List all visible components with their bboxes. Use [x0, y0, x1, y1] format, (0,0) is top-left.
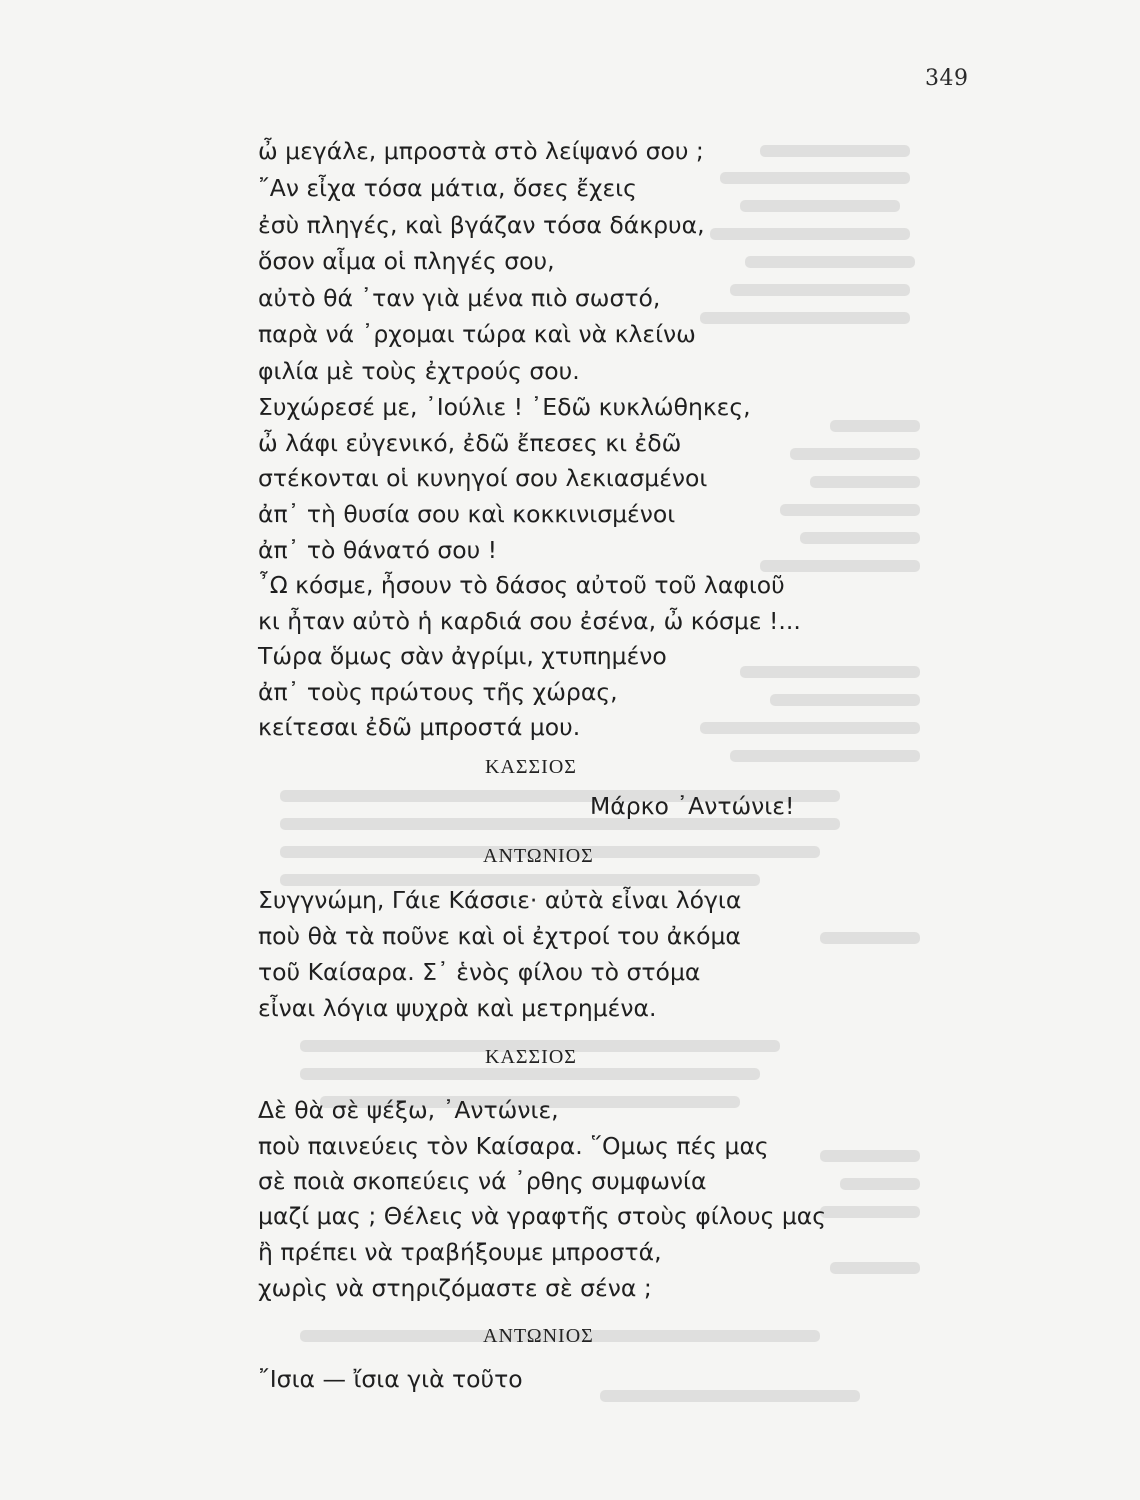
- verse-line: Συχώρεσέ με, ᾽Ιούλιε ! ᾽Εδῶ κυκλώθηκες,: [258, 393, 751, 421]
- verse-line: παρὰ νά ᾽ρχομαι τώρα καὶ νὰ κλείνω: [258, 320, 696, 348]
- verse-line: ῎Ισια — ἴσια γιὰ τοῦτο: [258, 1365, 523, 1393]
- verse-line: ἀπ᾽ τοὺς πρώτους τῆς χώρας,: [258, 678, 618, 706]
- verse-line: ὦ μεγάλε, μπροστὰ στὸ λείψανό σου ;: [258, 137, 704, 165]
- verse-line: κι ἦταν αὐτὸ ἡ καρδιά σου ἐσένα, ὦ κόσμε !...: [258, 607, 801, 635]
- speaker-heading: ΚΑΣΣΙΟΣ: [485, 756, 577, 778]
- verse-line: αὐτὸ θά ᾽ταν γιὰ μένα πιὸ σωστό,: [258, 284, 661, 312]
- verse-line: κείτεσαι ἐδῶ μπροστά μου.: [258, 713, 581, 741]
- speaker-heading: ΑΝΤΩΝΙΟΣ: [483, 845, 594, 867]
- verse-line: ἐσὺ πληγές, καὶ βγάζαν τόσα δάκρυα,: [258, 211, 705, 239]
- speaker-heading: ΚΑΣΣΙΟΣ: [485, 1046, 577, 1068]
- verse-line: εἶναι λόγια ψυχρὰ καὶ μετρημένα.: [258, 994, 657, 1022]
- verse-line: Μάρκο ᾽Αντώνιε!: [590, 792, 795, 820]
- verse-line: ἀπ᾽ τὴ θυσία σου καὶ κοκκινισμένοι: [258, 500, 676, 528]
- verse-line: σὲ ποιὰ σκοπεύεις νά ᾽ρθης συμφωνία: [258, 1167, 707, 1195]
- verse-line: στέκονται οἱ κυνηγοί σου λεκιασμένοι: [258, 464, 708, 492]
- verse-line: τοῦ Καίσαρα. Σ᾽ ἑνὸς φίλου τὸ στόμα: [258, 958, 701, 986]
- verse-line: ὦ λάφι εὐγενικό, ἐδῶ ἔπεσες κι ἐδῶ: [258, 429, 682, 457]
- verse-line: ἀπ᾽ τὸ θάνατό σου !: [258, 536, 498, 564]
- verse-line: ποὺ θὰ τὰ ποῦνε καὶ οἱ ἐχτροί του ἀκόμα: [258, 922, 741, 950]
- page-number: 349: [925, 66, 969, 91]
- verse-line: φιλία μὲ τοὺς ἐχτρούς σου.: [258, 357, 580, 385]
- verse-line: μαζί μας ; Θέλεις νὰ γραφτῆς στοὺς φίλους μας: [258, 1202, 827, 1230]
- verse-line: ῏Ω κόσμε, ἦσουν τὸ δάσος αὐτοῦ τοῦ λαφιοῦ: [258, 571, 785, 599]
- verse-line: ὅσον αἷμα οἱ πληγές σου,: [258, 247, 555, 275]
- verse-line: ῎Αν εἶχα τόσα μάτια, ὅσες ἔχεις: [258, 174, 637, 202]
- verse-line: χωρὶς νὰ στηριζόμαστε σὲ σένα ;: [258, 1274, 652, 1302]
- speaker-heading: ΑΝΤΩΝΙΟΣ: [483, 1325, 594, 1347]
- verse-line: ἢ πρέπει νὰ τραβήξουμε μπροστά,: [258, 1238, 662, 1266]
- verse-line: Συγγνώμη, Γάιε Κάσσιε· αὐτὰ εἶναι λόγια: [258, 886, 742, 914]
- verse-line: Δὲ θὰ σὲ ψέξω, ᾽Αντώνιε,: [258, 1096, 559, 1124]
- verse-line: ποὺ παινεύεις τὸν Καίσαρα. ῞Ομως πές μας: [258, 1132, 769, 1160]
- verse-line: Τώρα ὅμως σὰν ἀγρίμι, χτυπημένο: [258, 642, 667, 670]
